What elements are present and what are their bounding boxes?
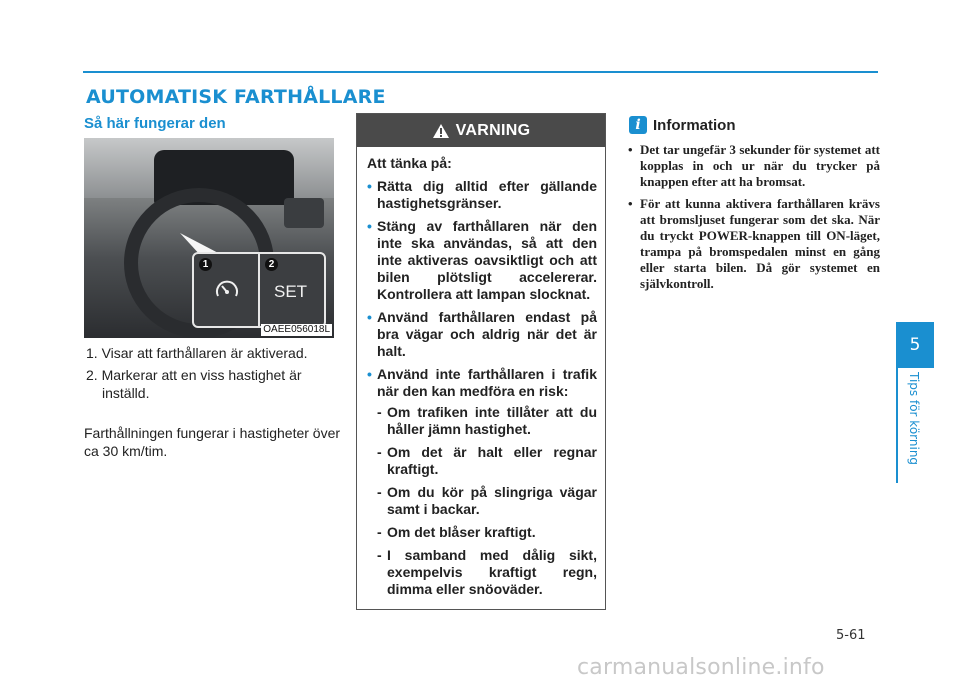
button-inset	[192, 252, 326, 328]
number-badge-2: 2	[265, 258, 278, 271]
warning-subitem: - Om det blåser kraftigt.	[377, 524, 536, 540]
warning-triangle-icon	[432, 123, 450, 139]
bullet-icon: •	[367, 218, 372, 234]
cruise-control-icon	[214, 278, 240, 304]
set-label: SET	[274, 282, 308, 301]
warning-item: • Använd inte farthållaren i trafik när den kan medföra en risk: - Om trafiken inte tillåter att du håller jämn hastighet. - Om det är halt eller regnar kraftigt. - Om du kör på slingriga vägar samt i backar. - Om det blåser kraftigt. - I samband med dålig sikt, exempelvis kraftigt regn, dimma eller snöoväder.	[367, 366, 597, 597]
warning-item: • Rätta dig alltid efter gällande hastighetsgränser.	[367, 178, 597, 211]
number-badge-1: 1	[199, 258, 212, 271]
warning-header	[357, 114, 605, 147]
warning-body	[357, 147, 605, 598]
warning-subitem: - Om du kör på slingriga vägar samt i backar.	[377, 484, 597, 517]
dashboard-photo	[84, 138, 334, 338]
watermark: carmanualsonline.info	[577, 655, 825, 680]
warning-item: • Stäng av farthållaren när den inte ska användas, så att den inte aktiveras oavsiktligt och att bilen plötsligt accelererar. Kontrollera att lampan slocknat.	[367, 218, 597, 302]
warning-sublist	[377, 404, 597, 598]
warning-item: • Använd farthållaren endast på bra vägar och aldrig när det är halt.	[367, 309, 597, 359]
speed-paragraph: Farthållningen fungerar i hastigheter över ca 30 km/tim.	[84, 425, 341, 459]
warning-subitem: - Om trafiken inte tillåter att du håller jämn hastighet.	[377, 404, 597, 437]
bullet-icon: •	[367, 309, 372, 325]
info-item: • Det tar ungefär 3 sekunder för systemet att kopplas in och ur när du trycker på knappen efter att ha bromsat.	[628, 142, 880, 189]
bullet-icon: •	[628, 196, 633, 211]
info-icon: i	[629, 116, 647, 134]
inset-divider	[258, 254, 260, 326]
warning-subitem: - I samband med dålig sikt, exempelvis kraftigt regn, dimma eller snöoväder.	[377, 547, 597, 597]
bullet-icon: •	[628, 142, 633, 157]
warning-subitem: - Om det är halt eller regnar kraftigt.	[377, 444, 597, 477]
steps-list	[86, 344, 348, 406]
info-list	[626, 142, 880, 298]
chapter-tab[interactable]: 5	[896, 322, 934, 368]
subheading: Så här fungerar den	[84, 115, 226, 132]
top-rule	[83, 71, 878, 73]
warning-list	[367, 178, 597, 598]
bullet-icon: •	[367, 178, 372, 194]
step-item: 2. Markerar att en viss hastighet är inställd.	[86, 367, 302, 401]
bullet-icon: •	[367, 366, 372, 382]
info-heading	[629, 116, 736, 134]
page-number: 5-61	[836, 628, 866, 643]
chapter-rule	[896, 368, 898, 483]
photo-code: OAEE056018L	[263, 324, 330, 335]
section-title: AUTOMATISK FARTHÅLLARE	[86, 86, 386, 108]
warning-title: VARNING	[455, 121, 531, 139]
info-item: • För att kunna aktivera farthållaren krävs att bromsljuset fungerar som det ska. När du tryckt POWER-knappen till ON-läget, trampa på bromspedalen minst en gång eller starta bilen. Då gör systemet en självkontroll.	[628, 196, 880, 291]
warning-box	[356, 113, 606, 610]
info-title: Information	[653, 116, 736, 134]
step-item: 1. Visar att farthållaren är aktiverad.	[86, 345, 308, 361]
warning-intro: Att tänka på:	[367, 155, 452, 171]
chapter-label: Tips för körning	[907, 372, 921, 466]
